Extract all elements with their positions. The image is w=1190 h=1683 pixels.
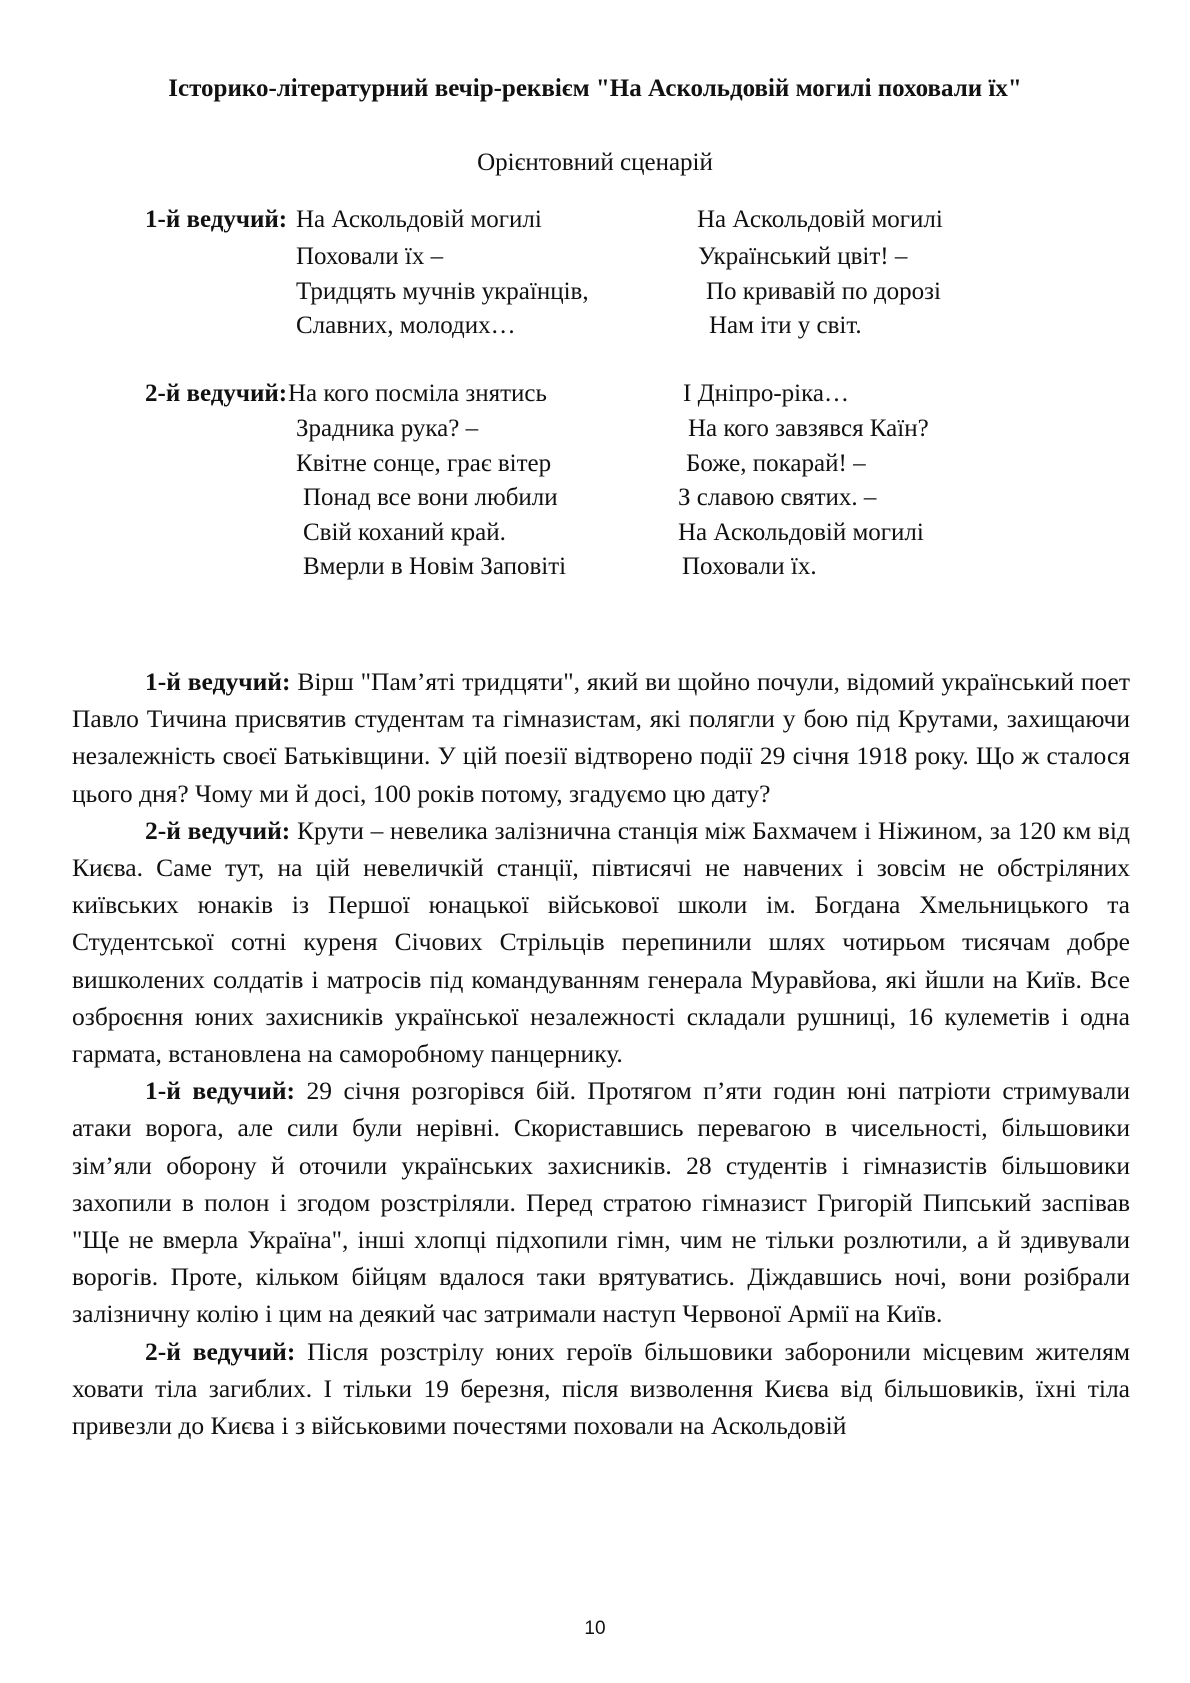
verse-speaker-2: 2-й ведучий: [145, 380, 288, 407]
verse-speaker-1: 1-й ведучий: [145, 206, 288, 233]
paragraph [72, 1072, 1130, 1332]
paragraph-speaker: 2-й ведучий: [145, 815, 291, 845]
verse-line: Боже, покарай! – [686, 450, 866, 477]
verse-line: На кого посміла знятись [288, 380, 547, 407]
paragraph [72, 1333, 1130, 1445]
verse-line: Свій коханий край. [303, 519, 506, 546]
paragraph-speaker: 1-й ведучий: [145, 1076, 296, 1106]
verse-line: Славних, молодих… [296, 312, 516, 339]
verse-line: Зрадника рука? – [296, 415, 479, 442]
paragraph [72, 812, 1130, 1072]
verse-line: По кривавій по дорозі [706, 278, 941, 305]
verse-line: На Аскольдовій могилі [697, 206, 943, 233]
verse-line: З славою святих. – [678, 484, 877, 511]
page-title: Історико-літературний вечір-реквієм "На Аскольдовій могилі поховали їх" [168, 75, 1022, 102]
page-number: 10 [584, 1618, 606, 1639]
prose-body [72, 663, 1130, 1444]
verse-line: Вмерли в Новім Заповіті [303, 553, 567, 580]
paragraph-text: Після розстрілу юних героїв більшовики заборонили місцевим жителям ховати тіла загиблих. І тільки 19 березня, після визволення Києва від більшовиків, їхні тіла привезли до Києва і з військовими почестями поховали на Аскольдовій [72, 1336, 1130, 1441]
verse-line: На кого завзявся Каїн? [688, 415, 929, 442]
paragraph-speaker: 1-й ведучий: [145, 667, 291, 696]
paragraph-text: 29 січня розгорівся бій. Протягом п’яти годин юні патріоти стримували атаки ворога, але сили були нерівні. Скориставшись перевагою в чисельності, більшовики зім’яли оборону й оточили українських захисників. 28 студентів і гімназистів більшовики захопили в полон і згодом розстріляли. Перед стратою гімназист Григорій Пипський заспівав "Ще не вмерла Україна", інші хлопці підхопили гімн, чим не тільки розлютили, а й здивували ворогів. Проте, кільком бійцям вдалося таки врятуватись. Діждавшись ночі, вони розібрали залізничну колію і цим на деякий час затримали наступ Червоної Армії на Київ. [72, 1076, 1130, 1329]
verse-line: На Аскольдовій могилі [678, 519, 924, 546]
verse-line: Понад все вони любили [303, 484, 558, 511]
verse-line: Тридцять мучнів українців, [296, 278, 589, 305]
verse-line: На Аскольдовій могилі [296, 206, 542, 233]
paragraph-text: Крути – невелика залізнична станція між Бахмачем і Ніжином, за 120 км від Києва. Саме тут, на цій невеличкій станції, півтисячі не навчених і зовсім не обстріляних київських юнаків із Першої юнацької військової школи ім. Богдана Хмельницького та Студентської сотні куреня Січових Стрільців перепинили шлях чотирьом тисячам добре вишколених солдатів і матросів під командуванням генерала Муравйова, які йшли на Київ. Все озброєння юних захисників української незалежності складали рушниці, 16 кулеметів і одна гармата, встановлена на саморобному панцернику. [72, 815, 1130, 1069]
verse-line: Український цвіт! – [698, 243, 908, 270]
paragraph [72, 663, 1130, 812]
verse-line: Квітне сонце, грає вітер [296, 450, 552, 477]
verse-line: Поховали їх. [682, 553, 817, 580]
verse-line: Нам іти у світ. [709, 312, 862, 339]
verse-line: І Дніпро-ріка… [683, 380, 849, 407]
paragraph-speaker: 2-й ведучий: [145, 1336, 296, 1366]
paragraph-text: Вірш "Пам’яті тридцяти", який ви щойно почули, відомий український поет Павло Тичина присвятив студентам та гімназистам, які полягли у бою під Крутами, захищаючи незалежність своєї Батьківщини. У цій поезії відтворено події 29 січня 1918 року. Що ж сталося цього дня? Чому ми й досі, 100 років потому, згадуємо цю дату? [72, 667, 1130, 808]
verse-line: Поховали їх – [296, 243, 444, 270]
page-subtitle: Орієнтовний сценарій [477, 149, 713, 176]
